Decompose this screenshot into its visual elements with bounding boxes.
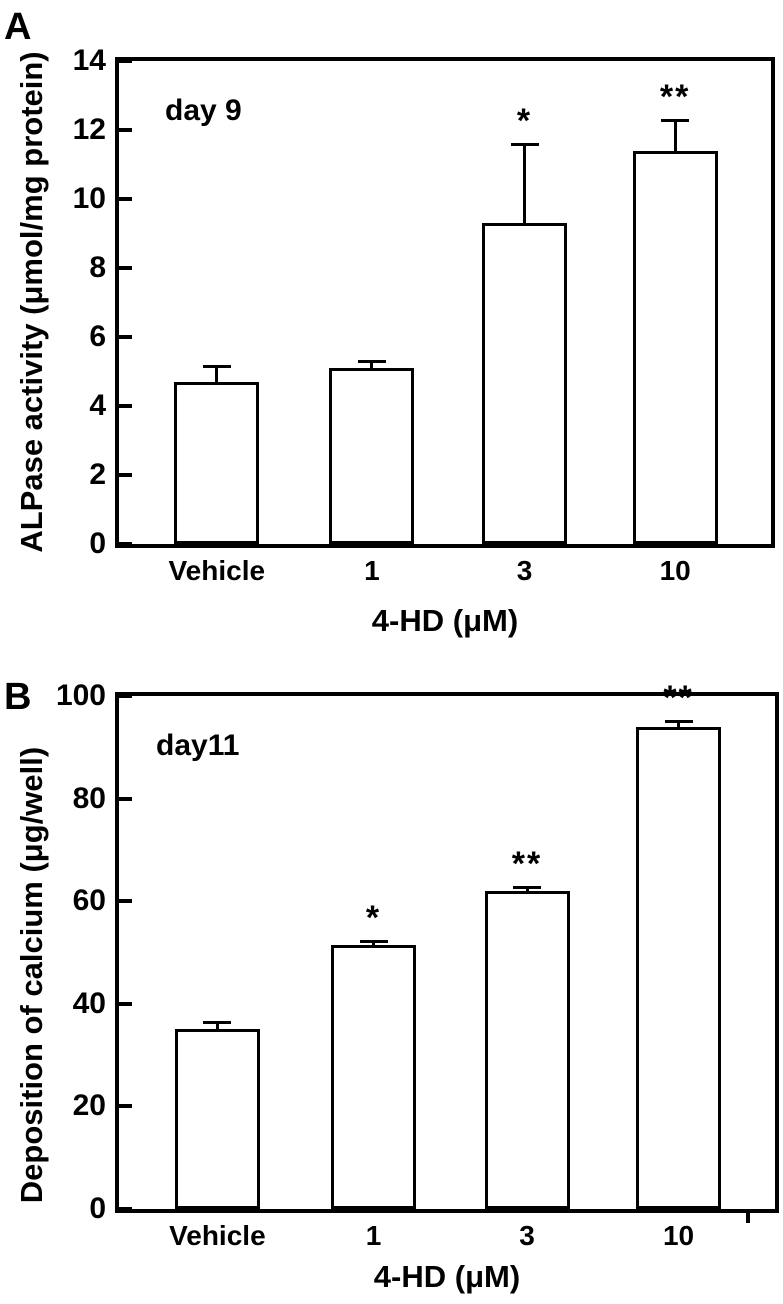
panel-a-y-tick-label: 12 — [72, 113, 106, 146]
panel-a-y-tick-label: 4 — [89, 389, 106, 422]
panel-a-y-tick — [119, 266, 132, 270]
panel-a-error-cap — [358, 360, 386, 363]
panel-a-y-tick-label: 8 — [89, 251, 106, 284]
panel-b-error-cap — [360, 940, 388, 943]
panel-a-y-tick — [119, 128, 132, 132]
panel-a-y-tick-label: 6 — [89, 320, 106, 353]
panel-a-error-stem — [523, 144, 526, 223]
panel-a-day-label: day 9 — [165, 94, 242, 127]
panel-a-error-cap — [511, 143, 539, 146]
panel-b-significance-marker: ** — [663, 678, 694, 717]
panel-a-y-tick-label: 0 — [89, 527, 106, 560]
panel-b-y-axis-title: Deposition of calcium (μg/well) — [14, 746, 49, 1204]
panel-a-y-tick — [119, 473, 132, 477]
panel-b-y-tick — [119, 694, 132, 698]
panel-b-y-tick-label: 60 — [72, 884, 106, 918]
panel-a-x-tick-label: 10 — [659, 555, 691, 586]
panel-b-y-tick — [119, 797, 132, 801]
panel-b-y-tick — [119, 899, 132, 903]
panel-a-y-tick — [119, 542, 132, 546]
panel-a-y-tick — [119, 197, 132, 201]
panel-b-y-tick-label: 40 — [72, 986, 106, 1020]
panel-a-y-tick-label: 2 — [89, 458, 106, 491]
panel-b-x-tick-label: 10 — [662, 1220, 695, 1251]
panel-b-error-cap — [513, 886, 541, 889]
panel-a-significance-marker: * — [516, 101, 533, 140]
panel-a-bar-1 — [329, 368, 414, 544]
panel-b-error-cap — [203, 1021, 231, 1024]
panel-b-x-axis-end-tick — [746, 1210, 750, 1223]
panel-b-y-tick — [119, 1104, 132, 1108]
panel-b-x-tick-label: 3 — [519, 1220, 535, 1251]
panel-b-x-axis-title: 4-HD (μM) — [373, 1259, 521, 1294]
panel-b-y-tick-label: 0 — [89, 1192, 106, 1225]
panel-a-error-cap — [661, 119, 689, 122]
panel-b-y-tick-label: 20 — [72, 1089, 106, 1123]
panel-a-significance-marker: ** — [659, 77, 691, 116]
panel-b-y-tick-label: 80 — [72, 781, 106, 815]
panel-a-x-tick-label: 1 — [364, 555, 380, 586]
panel-a-bar-Vehicle — [174, 382, 259, 544]
panel-b-bar-1 — [331, 945, 416, 1209]
panel-b-y-tick — [119, 1002, 132, 1006]
panel-b-bar-10 — [636, 727, 721, 1209]
panel-a-bar-3 — [482, 223, 567, 544]
panel-a-bar-10 — [633, 151, 718, 544]
panel-a-error-stem — [215, 366, 218, 382]
panel-b-x-tick-label: Vehicle — [169, 1220, 266, 1251]
panel-a-letter: A — [4, 6, 32, 48]
panel-b-y-tick-label: 100 — [55, 679, 106, 712]
panel-a-y-tick — [119, 404, 132, 408]
panel-a-x-tick-label: 3 — [516, 555, 533, 586]
panel-b-x-tick-label: 1 — [365, 1220, 382, 1251]
panel-b-y-tick — [119, 1207, 132, 1211]
panel-a-y-tick — [119, 335, 132, 339]
panel-a-error-stem — [674, 120, 677, 151]
panel-b-day-label: day11 — [156, 729, 240, 762]
panel-b-letter: B — [4, 676, 32, 718]
panel-b-bar-Vehicle — [175, 1029, 260, 1209]
panel-a-x-axis-title: 4-HD (μM) — [371, 603, 519, 638]
panel-a-y-tick-label: 14 — [72, 44, 106, 77]
panel-b-significance-marker: * — [365, 898, 382, 937]
panel-b-bar-3 — [485, 891, 570, 1209]
panel-a-y-tick-label: 10 — [72, 182, 106, 215]
panel-a-y-tick — [119, 59, 132, 63]
panel-b-error-cap — [665, 720, 693, 723]
panel-a-x-tick-label: Vehicle — [168, 555, 266, 586]
panel-a-error-cap — [203, 365, 231, 368]
panel-b-significance-marker: ** — [511, 845, 543, 884]
panel-a-y-axis-title: ALPase activity (μmol/mg protein) — [14, 51, 49, 553]
